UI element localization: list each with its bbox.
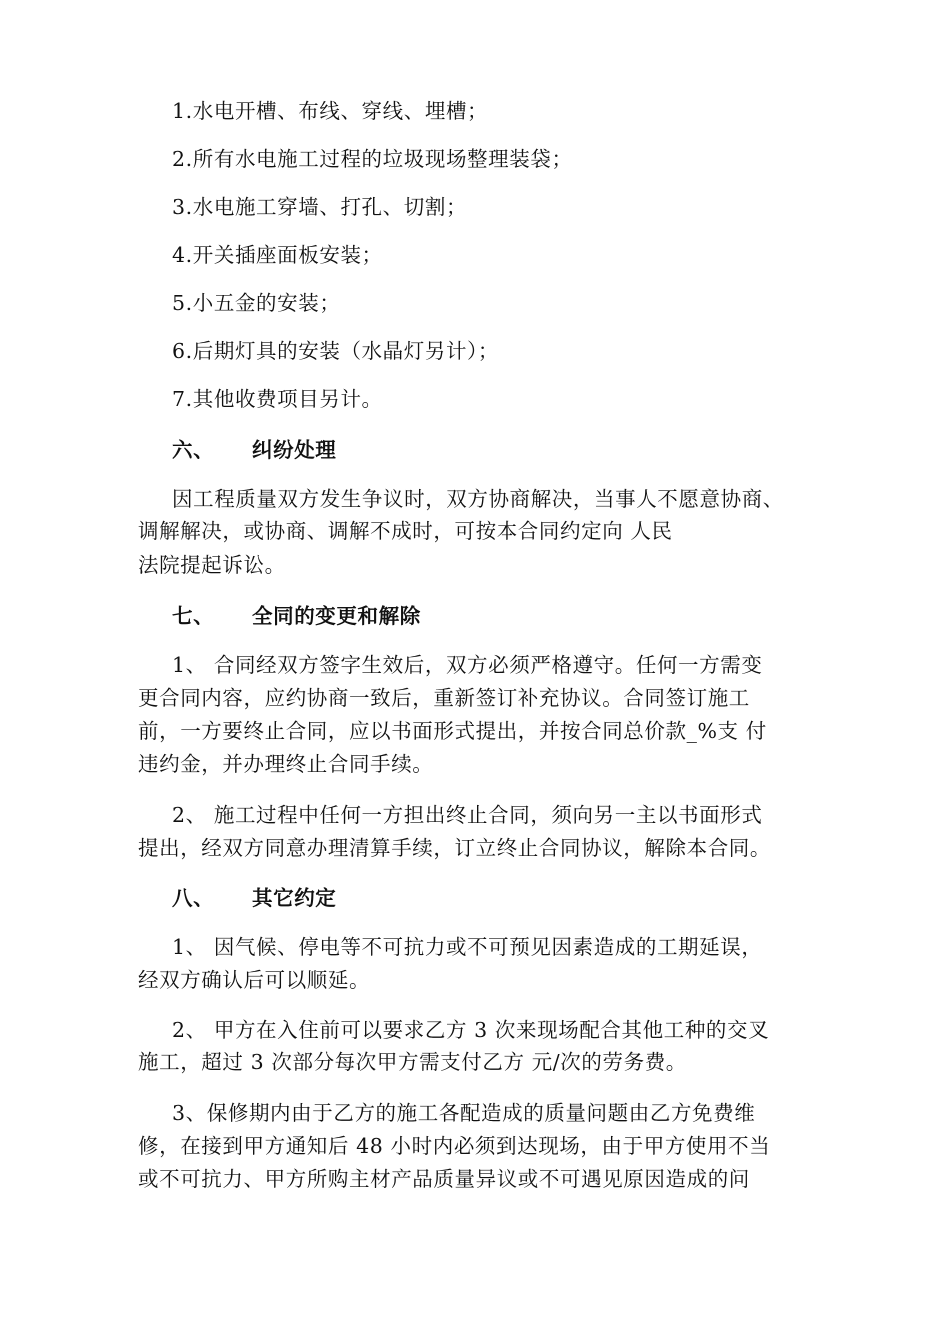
paragraph-line: 因工程质量双方发生争议时，双方协商解决，当事人不愿意协商、 [172,487,784,511]
section-number: 八、 [172,886,215,910]
list-item: 6.后期灯具的安装（水晶灯另计）； [172,339,500,363]
list-item: 2.所有水电施工过程的垃圾现场整理装袋； [172,147,573,171]
paragraph-line: 前，一方要终止合同，应以书面形式提出，并按合同总价款_%支 付 [138,719,767,743]
list-item: 4.开关插座面板安装； [172,243,383,267]
list-item: 3.水电施工穿墙、打孔、切割； [172,195,468,219]
paragraph-line: 更合同内容，应约协商一致后，重新签订补充协议。合同签订施工 [138,686,750,710]
paragraph-line: 调解解决，或协商、调解不成时，可按本合同约定向 人民 [138,519,673,543]
section-title: 全同的变更和解除 [252,604,421,628]
paragraph-line: 经双方确认后可以顺延。 [138,968,371,992]
paragraph-line: 1、 合同经双方签字生效后，双方必须严格遵守。任何一方需变 [172,653,763,677]
paragraph-line: 修，在接到甲方通知后 48 小时内必须到达现场，由于甲方使用不当 [138,1134,771,1158]
list-item: 1.水电开槽、布线、穿线、埋槽； [172,99,489,123]
list-item: 7.其他收费项目另计。 [172,387,383,411]
paragraph-line: 2、 施工过程中任何一方担出终止合同，须向另一主以书面形式 [172,803,763,827]
list-item: 5.小五金的安装； [172,291,341,315]
section-title: 纠纷处理 [252,438,337,462]
paragraph-line: 法院提起诉讼。 [138,553,286,577]
paragraph-line: 施工，超过 3 次部分每次甲方需支付乙方 元/次的劳务费。 [138,1050,687,1074]
paragraph-line: 或不可抗力、甲方所购主材产品质量异议或不可遇见原因造成的问 [138,1167,750,1191]
section-heading [172,437,336,463]
paragraph-line: 1、 因气候、停电等不可抗力或不可预见因素造成的工期延误， [172,935,763,959]
section-number: 七、 [172,604,215,628]
section-heading [172,885,336,911]
paragraph-line: 2、 甲方在入住前可以要求乙方 3 次来现场配合其他工种的交叉 [172,1018,770,1042]
section-number: 六、 [172,438,215,462]
section-title: 其它约定 [252,886,337,910]
paragraph-line: 3、保修期内由于乙方的施工各配造成的质量问题由乙方免费维 [172,1101,756,1125]
section-heading [172,603,421,629]
paragraph-line: 违约金，并办理终止合同手续。 [138,752,434,776]
paragraph-line: 提出，经双方同意办理清算手续，订立终止合同协议，解除本合同。 [138,836,771,860]
